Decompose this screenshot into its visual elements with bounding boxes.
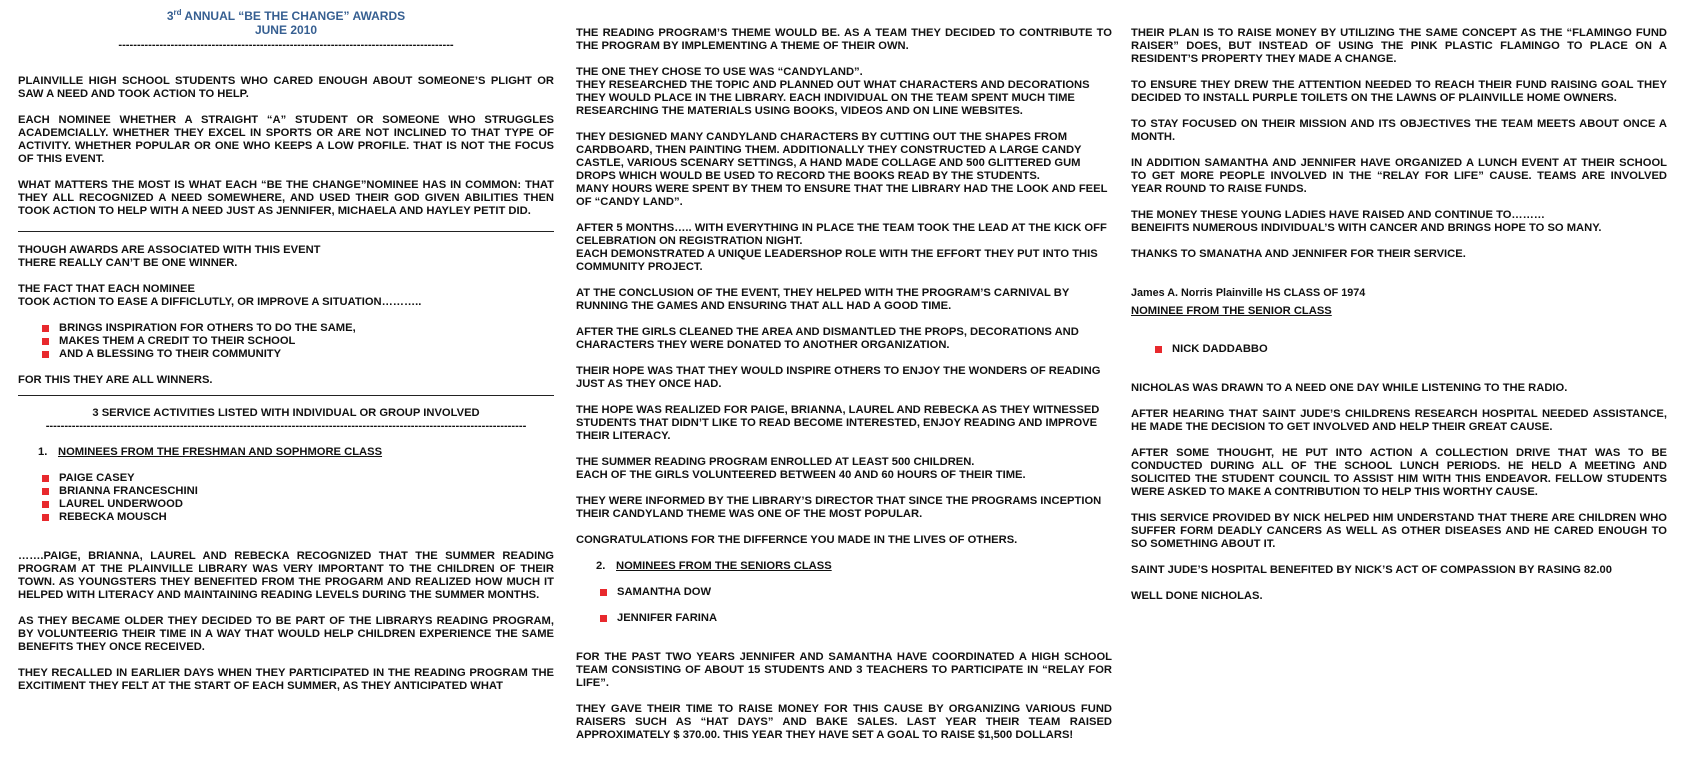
service-dash-separator: --------------------------------------------------------------------------------------------------------------------------------- bbox=[45, 420, 527, 432]
list-number: 2. bbox=[596, 560, 606, 572]
author-credit: James A. Norris Plainville HS CLASS OF 1974 bbox=[1131, 287, 1366, 299]
awards-line-2: THERE REALLY CAN’T BE ONE WINNER. bbox=[18, 257, 238, 269]
volunteer-paragraph: AS THEY BECAME OLDER THEY DECIDED TO BE PART OF THE LIBRARYS READING PROGRAM, BY VOLUNTEERIG THEIR TIME IN A WAY THAT WOULD HELP CHILDREN EXPERIENCE THE SAME BENEFITS THEY ONCE RECEIVED. bbox=[18, 615, 554, 653]
candyland-line: THE ONE THEY CHOSE TO USE WAS “CANDYLAND”. bbox=[576, 66, 863, 78]
design-text: THEY DESIGNED MANY CANDYLAND CHARACTERS BY CUTTING OUT THE SHAPES FROM CARDBOARD, THEN PAINTING THEM. ADDITIONALLY THEY CONSTRUCTED A LARGE CANDY CASTLE, VARIOUS SCENARY SETTINGS, A HAND MADE COLLAGE AND 500 GLITTERED GUM DROPS WHICH WOULD BE USED TO RECORD THE BOOKS READ BY THE STUDENTS. bbox=[576, 131, 1082, 182]
hours-text: MANY HOURS WERE SPENT BY THEM TO ENSURE THAT THE LIBRARY HAD THE LOOK AND FEEL OF “CANDY LAND”. bbox=[576, 183, 1108, 208]
nominees-heading-seniors bbox=[576, 560, 1112, 573]
reading-program-paragraph: …….PAIGE, BRIANNA, LAUREL AND REBECKA RECOGNIZED THAT THE SUMMER READING PROGRAM AT THE PLAINVILLE LIBRARY WAS VERY IMPORTANT TO THE CHILDREN OF THEIR TOWN. AS YOUNGSTERS THEY BENEFITED FROM THE PROGARM AND REALIZED HOW MUCH IT HELPED WITH LITERACY AND MAINTAINING READING LEVELS DURING THE SUMMER MONTHS. bbox=[18, 550, 554, 601]
thanks-paragraph: THANKS TO SMANATHA AND JENNIFER FOR THEIR SERVICE. bbox=[1131, 248, 1466, 260]
flamingo-paragraph: THEIR PLAN IS TO RAISE MONEY BY UTILIZING THE SAME CONCEPT AS THE “FLAMINGO FUND RAISER” DOES, BUT INSTEAD OF USING THE PINK PLASTIC FLAMINGO TO PLACE ON A RESIDENT’S PROPERTY THEY MADE A CHANGE. bbox=[1131, 27, 1667, 65]
hospital-benefit-paragraph: SAINT JUDE’S HOSPITAL BENEFITED BY NICK’S ACT OF COMPASSION BY RASING 82.00 bbox=[1131, 564, 1612, 576]
design-paragraph bbox=[576, 131, 1112, 209]
money-line-2: BENEIFITS NUMEROUS INDIVIDUAL’S WITH CANCER AND BRINGS HOPE TO SO MANY. bbox=[1131, 222, 1602, 234]
fact-paragraph bbox=[18, 283, 554, 309]
document-title bbox=[18, 9, 554, 23]
winners-paragraph: FOR THIS THEY ARE ALL WINNERS. bbox=[18, 374, 213, 386]
nominees-heading-freshman bbox=[18, 446, 554, 459]
leadership-text: EACH DEMONSTRATED A UNIQUE LEADERSHOP ROLE WITH THE EFFORT THEY PUT INTO THIS COMMUNITY PROJECT. bbox=[576, 248, 1098, 273]
list-item: MAKES THEM A CREDIT TO THEIR SCHOOL bbox=[42, 335, 554, 348]
enrollment-paragraph bbox=[576, 456, 1112, 482]
nominee-name: PAIGE CASEY bbox=[42, 472, 554, 485]
closing-line: WELL DONE NICHOLAS. bbox=[1131, 590, 1263, 602]
toilets-paragraph: TO ENSURE THEY DREW THE ATTENTION NEEDED TO REACH THEIR FUND RAISING GOAL THEY DECIDED TO INSTALL PURPLE TOILETS ON THE LAWNS OF PLAINVILLE HOME OWNERS. bbox=[1131, 79, 1667, 104]
money-paragraph bbox=[1131, 209, 1667, 235]
nominees-heading-senior: NOMINEE FROM THE SENIOR CLASS bbox=[1131, 305, 1332, 317]
title-text: ANNUAL “BE THE CHANGE” AWARDS bbox=[181, 9, 406, 23]
research-text: THEY RESEARCHED THE TOPIC AND PLANNED OUT WHAT CHARACTERS AND DECORATIONS THEY WOULD PLACE IN THE LIBRARY. EACH INDIVIDUAL ON THE TEAM SPENT MUCH TIME RESEARCHING THE MATERIALS USING BOOKS, VIDEOS AND ON LINE WEBSITES. bbox=[576, 79, 1090, 117]
awards-paragraph bbox=[18, 244, 554, 270]
list-item: AND A BLESSING TO THEIR COMMUNITY bbox=[42, 348, 554, 361]
freshman-nominee-list bbox=[42, 472, 554, 524]
nominee-name: NICK DADDABBO bbox=[1155, 343, 1667, 356]
nominees-heading-text: NOMINEES FROM THE SENIORS CLASS bbox=[616, 560, 832, 572]
service-activities-heading: 3 SERVICE ACTIVITIES LISTED WITH INDIVIDUAL OR GROUP INVOLVED bbox=[92, 407, 480, 419]
title-dash-separator: ------------------------------------------------------------------------------------------ bbox=[118, 39, 454, 51]
fundraiser-paragraph: THEY GAVE THEIR TIME TO RAISE MONEY FOR THIS CAUSE BY ORGANIZING VARIOUS FUND RAISERS SUCH AS “HAT DAYS” AND BAKE SALES. LAST YEAR THEIR TEAM RAISED APPROXIMATELY $ 370.00. THIS YEAR THEY HAVE SET A GOAL TO RAISE $1,500 DOLLARS! bbox=[576, 703, 1112, 741]
list-number: 1. bbox=[38, 446, 48, 458]
title-ordinal: 3 bbox=[166, 9, 174, 23]
winners-bullet-list bbox=[42, 322, 554, 361]
lunch-event-paragraph: IN ADDITION SAMANTHA AND JENNIFER HAVE ORGANIZED A LUNCH EVENT AT THEIR SCHOOL TO GET MORE PEOPLE INVOLVED IN THE “RELAY FOR LIFE” CAUSE. TEAMS ARE INVOLVED YEAR ROUND TO RAISE FUNDS. bbox=[1131, 157, 1667, 195]
kickoff-text: AFTER 5 MONTHS….. WITH EVERYTHING IN PLACE THE TEAM TOOK THE LEAD AT THE KICK OFF CELEBRATION ON REGISTRATION NIGHT. bbox=[576, 222, 1107, 247]
hope-paragraph: THEIR HOPE WAS THAT THEY WOULD INSPIRE OTHERS TO ENJOY THE WONDERS OF READING JUST AS THEY ONCE HAD. bbox=[576, 365, 1101, 390]
radio-paragraph: NICHOLAS WAS DRAWN TO A NEED ONE DAY WHILE LISTENING TO THE RADIO. bbox=[1131, 382, 1568, 394]
column-2 bbox=[576, 0, 1112, 742]
column-1 bbox=[18, 0, 554, 693]
nominee-name: BRIANNA FRANCESCHINI bbox=[42, 485, 554, 498]
title-superscript: rd bbox=[173, 8, 182, 17]
awards-line-1: THOUGH AWARDS ARE ASSOCIATED WITH THIS EVENT bbox=[18, 244, 321, 256]
congratulations-paragraph: CONGRATULATIONS FOR THE DIFFERNCE YOU MADE IN THE LIVES OF OTHERS. bbox=[576, 534, 1018, 546]
nominee-name: LAUREL UNDERWOOD bbox=[42, 498, 554, 511]
nominee-name: SAMANTHA DOW bbox=[600, 586, 1112, 599]
director-paragraph: THEY WERE INFORMED BY THE LIBRARY’S DIRECTOR THAT SINCE THE PROGRAMS INCEPTION THEIR CANDYLAND THEME WAS ONE OF THE MOST POPULAR. bbox=[576, 495, 1102, 520]
money-line-1: THE MONEY THESE YOUNG LADIES HAVE RAISED AND CONTINUE TO……… bbox=[1131, 209, 1545, 221]
candyland-paragraph bbox=[576, 66, 1112, 118]
enrollment-line: THE SUMMER READING PROGRAM ENROLLED AT LEAST 500 CHILDREN. bbox=[576, 456, 975, 468]
collection-drive-paragraph: AFTER SOME THOUGHT, HE PUT INTO ACTION A COLLECTION DRIVE THAT WAS TO BE CONDUCTED DURING ALL OF THE SCHOOL LUNCH PERIODS. HE HELD A MEETING AND SOLICITED THE STUDENT COUNCIL TO ASSIST HIM WITH THIS ENDEAVOR. FELLOW STUDENTS WERE ASKED TO MAKE A CONTRIBUTION TO HELP THIS WORTHY CAUSE. bbox=[1131, 447, 1667, 498]
nominee-paragraph: EACH NOMINEE WHETHER A STRAIGHT “A” STUDENT OR SOMEONE WHO STRUGGLES ACADEMCIALLY. WHETHER THEY EXCEL IN SPORTS OR ARE NOT INCLINED TO THAT TYPE OF ACTIVITY. WHETHER POPULAR OR ONE WHO KEEPS A LOW PROFILE. THAT IS NOT THE FOCUS OF THIS EVENT. bbox=[18, 114, 554, 165]
nominee-name: JENNIFER FARINA bbox=[600, 612, 1112, 625]
list-item: BRINGS INSPIRATION FOR OTHERS TO DO THE SAME, bbox=[42, 322, 554, 335]
meetings-paragraph: TO STAY FOCUSED ON THEIR MISSION AND ITS OBJECTIVES THE TEAM MEETS ABOUT ONCE A MONTH. bbox=[1131, 118, 1667, 143]
column-3 bbox=[1131, 0, 1667, 603]
st-jude-paragraph: AFTER HEARING THAT SAINT JUDE’S CHILDRENS RESEARCH HOSPITAL NEEDED ASSISTANCE, HE MADE THE DECISION TO GET INVOLVED AND HELP THEIR GREAT CAUSE. bbox=[1131, 408, 1667, 433]
intro-paragraph: PLAINVILLE HIGH SCHOOL STUDENTS WHO CARED ENOUGH ABOUT SOMEONE’S PLIGHT OR SAW A NEED AND TOOK ACTION TO HELP. bbox=[18, 75, 554, 100]
fact-line-1: THE FACT THAT EACH NOMINEE bbox=[18, 283, 195, 295]
kickoff-paragraph bbox=[576, 222, 1112, 274]
nominee-name: REBECKA MOUSCH bbox=[42, 511, 554, 524]
recalled-paragraph: THEY RECALLED IN EARLIER DAYS WHEN THEY PARTICIPATED IN THE READING PROGRAM THE EXCITIMENT THEY FELT AT THE START OF EACH SUMMER, AS THEY ANTICIPATED WHAT bbox=[18, 667, 554, 692]
seniors-nominee-list bbox=[600, 586, 1112, 625]
realized-paragraph: THE HOPE WAS REALIZED FOR PAIGE, BRIANNA, LAUREL AND REBECKA AS THEY WITNESSED STUDENTS THAT DIDN’T LIKE TO READ BECOME INTERESTED, ENJOY READING AND IMPROVE THEIR LITERACY. bbox=[576, 404, 1100, 442]
relay-paragraph: FOR THE PAST TWO YEARS JENNIFER AND SAMANTHA HAVE COORDINATED A HIGH SCHOOL TEAM CONSISTING OF ABOUT 15 STUDENTS AND 3 TEACHERS TO PARTICIPATE IN “RELAY FOR LIFE”. bbox=[576, 651, 1112, 689]
carnival-paragraph: AT THE CONCLUSION OF THE EVENT, THEY HELPED WITH THE PROGRAM’S CARNIVAL BY RUNNING THE GAMES AND ENSURING THAT ALL HAD A GOOD TIME. bbox=[576, 287, 1070, 312]
cleanup-paragraph: AFTER THE GIRLS CLEANED THE AREA AND DISMANTLED THE PROPS, DECORATIONS AND CHARACTERS THEY WERE DONATED TO ANOTHER ORGANIZATION. bbox=[576, 326, 1079, 351]
fact-line-2: TOOK ACTION TO EASE A DIFFICLUTLY, OR IMPROVE A SITUATION……….. bbox=[18, 296, 422, 308]
understanding-paragraph: THIS SERVICE PROVIDED BY NICK HELPED HIM UNDERSTAND THAT THERE ARE CHILDREN WHO SUFFER FORM DEADLY CANCERS AS WELL AS OTHER DISEASES AND HE CARED ENOUGH TO SO SOMETHING ABOUT IT. bbox=[1131, 512, 1667, 550]
hours-line: EACH OF THE GIRLS VOLUNTEERED BETWEEN 40 AND 60 HOURS OF THEIR TIME. bbox=[576, 469, 1026, 481]
theme-paragraph: THE READING PROGRAM’S THEME WOULD BE. AS A TEAM THEY DECIDED TO CONTRIBUTE TO THE PROGRAM BY IMPLEMENTING A THEME OF THEIR OWN. bbox=[576, 27, 1112, 52]
what-matters-paragraph: WHAT MATTERS THE MOST IS WHAT EACH “BE THE CHANGE”NOMINEE HAS IN COMMON: THAT THEY ALL RECOGNIZED A NEED SOMEWHERE, AND USED THEIR GOD GIVEN ABILITIES THEN TOOK ACTION TO HELP WITH A NEED JUST AS JENNIFER, MICHAELA AND HAYLEY PETIT DID. bbox=[18, 179, 554, 217]
senior-nominee-list bbox=[1155, 343, 1667, 356]
nominees-heading-text: NOMINEES FROM THE FRESHMAN AND SOPHMORE CLASS bbox=[58, 446, 383, 458]
document-date: JUNE 2010 bbox=[254, 23, 318, 37]
